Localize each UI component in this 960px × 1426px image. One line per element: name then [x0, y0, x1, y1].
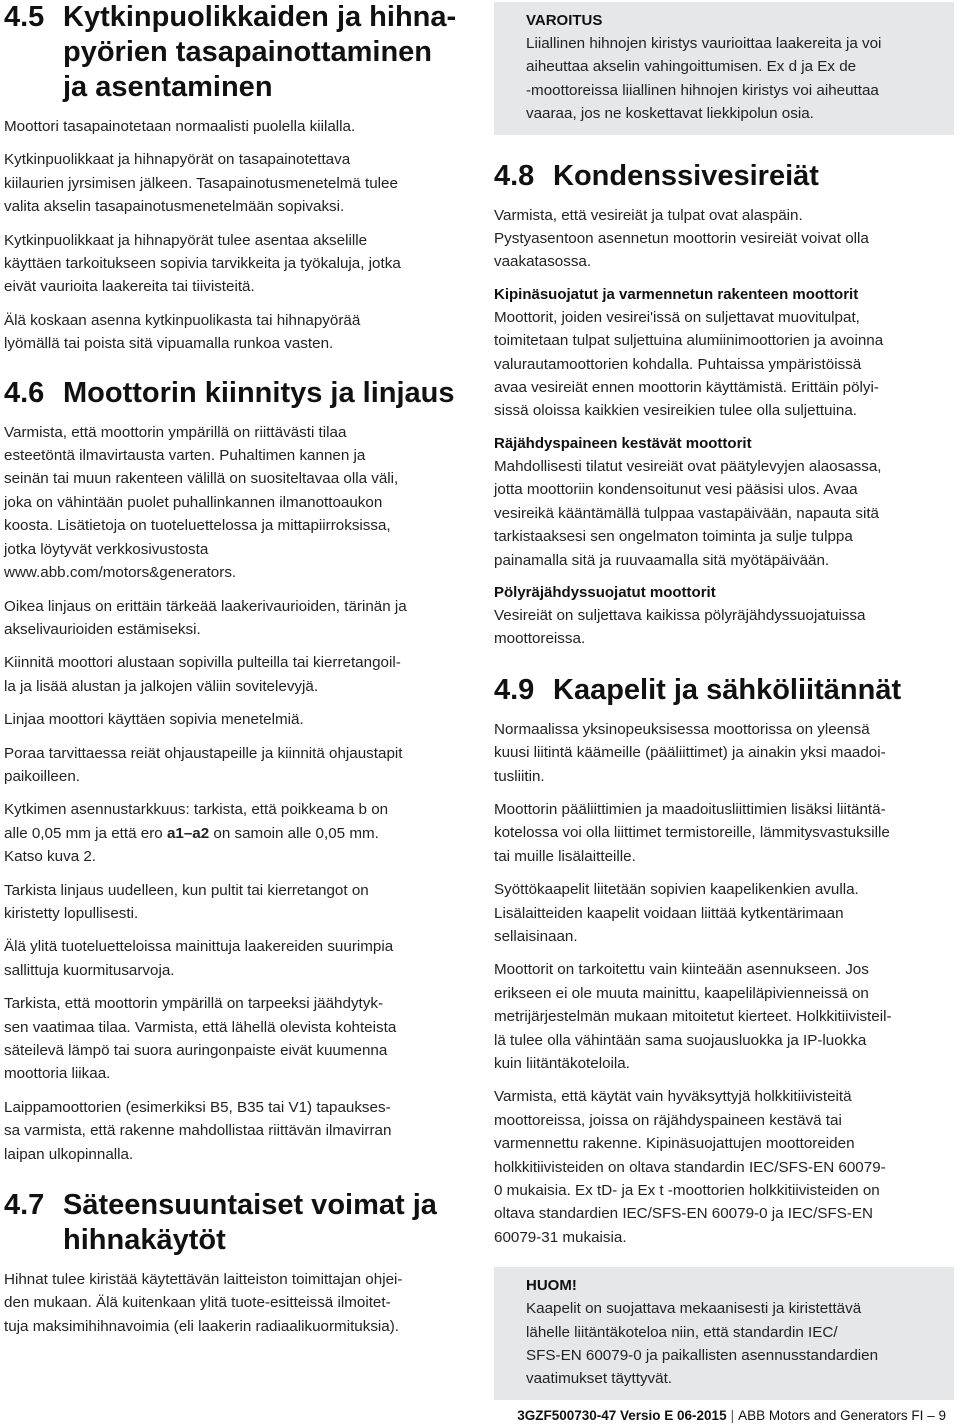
paragraph: Moottorin pääliittimien ja maadoitusliittimien lisäksi liitäntä- kotelossa voi olla liittimet termistoreille, lämmitysvastuksille tai muille lisälaitteille. [494, 800, 890, 865]
section-4-6-heading: 4.6 Moottorin kiinnitys ja linjaus [4, 376, 455, 409]
paragraph: Älä ylitä tuoteluetteloissa mainittuja laakereiden suurimpia sallittuja kuormitusarvoja. [4, 938, 394, 979]
footer-dash: – [927, 1408, 935, 1423]
subheading: Räjähdyspaineen kestävät moottorit [494, 434, 752, 452]
page-number: 9 [938, 1408, 946, 1423]
paragraph: Syöttökaapelit liitetään sopivien kaapelikenkien avulla. Lisälaitteiden kaapelit voidaan liittää kytkentärimaan sellaisinaan. [494, 881, 859, 945]
footer-separator: | [730, 1408, 735, 1423]
section-4-8-heading: 4.8 Kondenssivesireiät [494, 159, 819, 192]
paragraph: Varmista, että moottorin ympärillä on riittävästi tilaa esteetöntä ilmavirtausta varten. Puhaltimen kannen ja seinän tai muun rakenteen välillä on suositeltavaa olla väli, joka on vähintään puolet puhallinkannen ilmanottoaukon koosta. Lisätietoja on tuoteluettelossa ja mittapiirroksissa, jotka löytyvät verkkosivustosta www.abb.com/motors&generators. [4, 423, 399, 582]
paragraph: Linjaa moottori käyttäen sopivia menetelmiä. [4, 711, 304, 729]
section-number: 4.8 [494, 159, 535, 192]
left-column [4, 0, 470, 1338]
paragraph: Moottorit, joiden vesirei'issä on suljettavat muovitulpat, toimitetaan tulpat suljettuina alumiinimoottorien ja avoinna valurautamoottorien kohdalla. Puhtaissa ympäristöissä avaa vesireiät ennen moottorin käyttämistä. Erittäin pölyi- sissä oloissa kaikkien vesireikien tulee olla suljettuina. [494, 308, 884, 420]
warning-text: Liiallinen hihnojen kiristys vaurioittaa laakereita ja voi aiheuttaa akselin vahingoittumisen. Ex d ja Ex de -moottoreissa liiallinen hihnojen kiristys voi aiheuttaa vaaraa, jos ne koskettavat liekkipolun osia. [526, 35, 882, 123]
paragraph: Mahdollisesti tilatut vesireiät ovat päätylevyjen alaosassa, jotta moottoriin kondensoitunut vesi pääsisi ulos. Avaa vesireikä kääntämällä tulppaa vastapäivään, napauta sitä tarkistaaksesi sen ongelmaton toiminta ja sulje tulppa painamalla sitä ja ruuvaamalla sitä myötäpäivään. [494, 457, 882, 569]
paragraph: Kiinnitä moottori alustaan sopivilla pulteilla tai kierretangoil- la ja lisää alustan ja jalkojen väliin sovitelevyjä. [4, 654, 401, 695]
website-url: www.abb.com/motors&generators. [4, 564, 237, 582]
paragraph: Vesireiät on suljettava kaikissa pölyräjähdyssuojatuissa moottoreissa. [494, 606, 866, 648]
tolerance-label: a1–a2 [166, 824, 210, 842]
paragraph: Kytkinpuolikkaat ja hihnapyörät tulee asentaa akselille käyttäen tarkoitukseen sopivia tarvikkeita ja työkaluja, jotka eivät vaurioita laakereita tai tiivisteitä. [4, 231, 401, 296]
paragraph: Poraa tarvittaessa reiät ohjaustapeille ja kiinnitä ohjaustapit paikoilleen. [4, 744, 403, 785]
paragraph: Tarkista linjaus uudelleen, kun pultit tai kierretangot on kiristetty lopullisesti. [4, 881, 369, 922]
paragraph: Kytkimen asennustarkkuus: tarkista, että poikkeama b on alle 0,05 mm ja että ero a1–a2 on samoin alle 0,05 mm. Katso kuva 2. [4, 801, 389, 866]
section-4-5-heading: 4.5 Kytkinpuolikkaiden ja hihna- pyörien tasapainottaminen ja asentaminen [4, 1, 457, 103]
section-4-9-heading: 4.9 Kaapelit ja sähköliitännät [494, 673, 902, 706]
document-id: 3GZF500730-47 Versio E 06-2015 [517, 1408, 727, 1423]
paragraph: Kytkinpuolikkaat ja hihnapyörät on tasapainotettava kiilaurien jyrsimisen jälkeen. Tasapainotusmenetelmä tulee valita akselin tasapainotusmenetelmään sopivaksi. [4, 151, 398, 216]
section-4-7-heading: 4.7 Säteensuuntaiset voimat ja hihnakäytöt [4, 1189, 437, 1257]
paragraph: Normaalissa yksinopeuksisessa moottorissa on yleensä kuusi liitintä käämeille (pääliittimet) ja ainakin yksi maadoi- tusliitin. [494, 720, 886, 785]
paragraph: Älä koskaan asenna kytkinpuolikasta tai hihnapyörää lyömällä tai poista sitä vipuamalla runkoa vasten. [4, 311, 361, 353]
subheading: Pölyräjähdyssuojatut moottorit [494, 583, 716, 601]
paragraph: Moottorit on tarkoitettu vain kiinteään asennukseen. Jos erikseen ei ole muuta mainittu, kaapeliläpivienneissä on metrijärjestelmän mukaan mitoitetut kierteet. Holkkitiivisteil- lä tulee olla vähintään sama suojausluokka ja IP-luokka kuin liitäntäkoteloila. [494, 961, 892, 1072]
subheading: Kipinäsuojatut ja varmennetun rakenteen moottorit [494, 285, 859, 303]
section-number: 4.7 [4, 1189, 45, 1222]
note-title: HUOM! [526, 1277, 577, 1295]
section-number: 4.5 [4, 1, 45, 33]
paragraph: Tarkista, että moottorin ympärillä on tarpeeksi jäähdytyk- sen vaatimaa tilaa. Varmista, että lähellä olevista kohteista säteilevä lämpö tai suora auringonpaiste eivät kuumenna moottoria liikaa. [4, 995, 397, 1083]
paragraph: Oikea linjaus on erittäin tärkeää laakerivaurioiden, tärinän ja akselivaurioiden estämiseksi. [4, 597, 407, 638]
section-number: 4.9 [494, 673, 535, 706]
note-text: Kaapelit on suojattava mekaanisesti ja kiristettävä lähelle liitäntäkoteloa niin, että standardin IEC/ SFS-EN 60079-0 ja paikallisten asennusstandardien vaatimukset täyttyvät. [526, 1300, 879, 1388]
paragraph: Varmista, että vesireiät ja tulpat ovat alaspäin. Pystyasentoon asennetun moottorin vesireiät voivat olla vaakatasossa. [494, 206, 869, 271]
publisher: ABB Motors and Generators FI [738, 1408, 924, 1423]
warning-title: VAROITUS [526, 12, 603, 29]
page-footer [517, 1408, 946, 1424]
paragraph: Moottori tasapainotetaan normaalisti puolella kiilalla. [4, 118, 356, 135]
warning-box [494, 2, 954, 135]
paragraph: Laippamoottorien (esimerkiksi B5, B35 tai V1) tapaukses- sa varmista, että rakenne mahdollistaa riittävän ilmavirran laipan ulkopinnalla. [4, 1098, 392, 1163]
paragraph: Hihnat tulee kiristää käytettävän laitteiston toimittajan ohjei- den mukaan. Älä kuitenkaan ylitä tuote-esitteissä ilmoitet- tuja maksimihihnavoimia (eli laakerin radiaalikuormituksia). [4, 1271, 403, 1335]
right-column [494, 0, 954, 1400]
paragraph: Varmista, että käytät vain hyväksyttyjä holkkitiivisteitä moottoreissa, joissa on räjähdyspaineen kestävä tai varmennettu rakenne. Kipinäsuojattujen moottoreiden holkkitiivisteiden on oltava standardin IEC/SFS-EN 60079- 0 mukaisia. Ex tD- ja Ex t -moottorien holkkitiivisteiden on oltava standardien IEC/SFS-EN 60079-0 ja IEC/SFS-EN 60079-31 mukaisia. [494, 1088, 886, 1246]
note-box [494, 1267, 954, 1400]
section-number: 4.6 [4, 376, 45, 409]
